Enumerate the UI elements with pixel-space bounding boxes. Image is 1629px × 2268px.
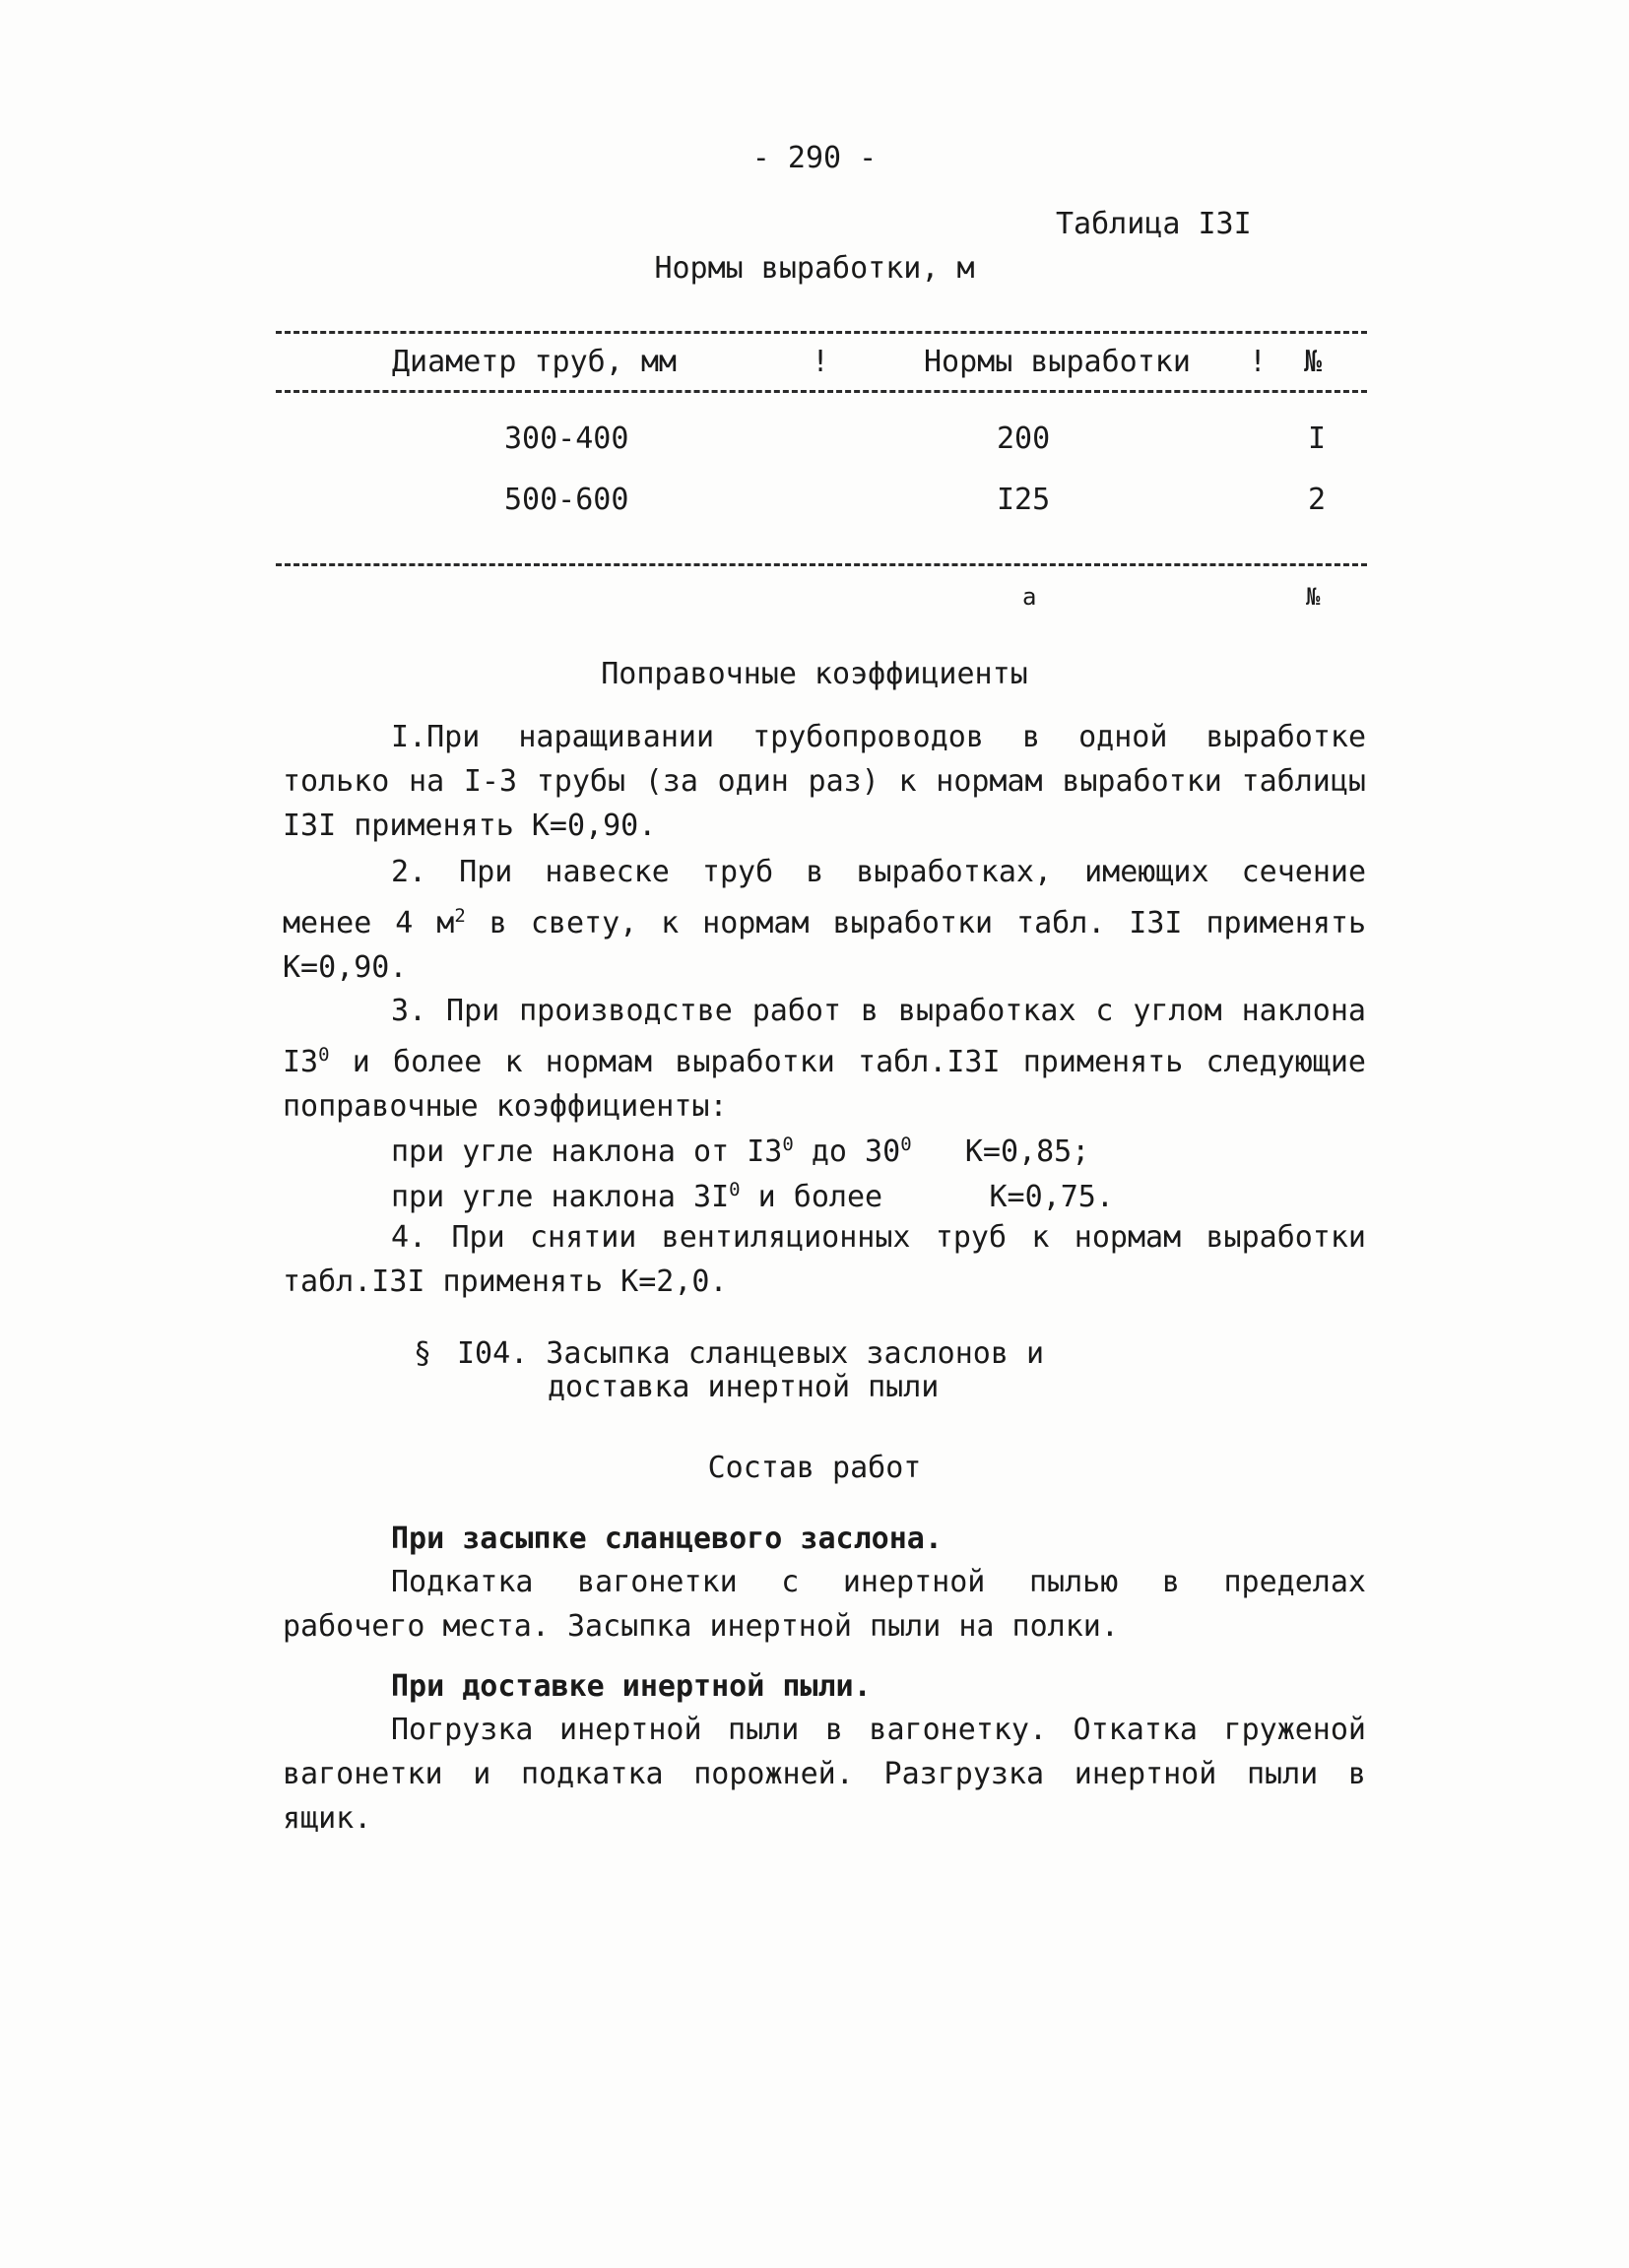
- table-cell-number: I: [1308, 421, 1327, 456]
- correction-paragraph-4: 4. При снятии вентиляционных труб к нормам выработки табл.I3I применять К=2,0.: [283, 1220, 1366, 1299]
- correction-paragraph-3: 3. При производстве работ в выработках с углом наклона $I3^0$ и более к нормам выработки табл.I3I применять следующие поправочные коэффициенты:: [283, 994, 1366, 1124]
- table-rule-bottom: [276, 563, 1367, 566]
- section-sign-icon: §: [414, 1336, 432, 1371]
- table-footer-letter: а: [1022, 583, 1037, 611]
- table-cell-diameter: 500-600: [504, 483, 629, 517]
- page-number: - 290 -: [751, 141, 878, 175]
- correction-item-angle-2: при угле наклона $3I^0$ и более К=0,75.: [391, 1179, 1114, 1214]
- table-cell-diameter: 300-400: [504, 421, 629, 456]
- table-footer-number: №: [1306, 583, 1321, 611]
- table-rule-header: [276, 390, 1367, 393]
- header-diameter: Диаметр труб, мм: [392, 345, 677, 379]
- table-cell-norm: I25: [997, 483, 1051, 517]
- table-cell-norm: 200: [997, 421, 1051, 456]
- section-title-line-1: I04. Засыпка сланцевых заслонов и: [457, 1336, 1045, 1371]
- header-norms: Нормы выработки: [924, 345, 1191, 379]
- section-title: [457, 1337, 1044, 1404]
- table-cell-number: 2: [1308, 483, 1327, 517]
- work-subheading-b: При доставке инертной пыли.: [391, 1669, 872, 1704]
- work-subheading-a: При засыпке сланцевого заслона.: [391, 1522, 943, 1556]
- work-paragraph-b: Погрузка инертной пыли в вагонетку. Откатка груженой вагонетки и подкатка порожней. Разгрузка инертной пыли в ящик.: [283, 1713, 1366, 1836]
- correction-paragraph-1: I.При наращивании трубопроводов в одной выработке только на I-3 трубы (за один раз) к нормам выработки таблицы I3I применять К=0,90.: [283, 720, 1366, 843]
- work-heading: Состав работ: [707, 1451, 922, 1485]
- correction-item-angle-1: при угле наклона от $I3^0$ до $30^0$ К=0,85;: [391, 1134, 1090, 1169]
- header-number: №: [1304, 345, 1323, 379]
- corrections-heading: Поправочные коэффициенты: [601, 657, 1028, 691]
- header-separator: !: [812, 345, 830, 379]
- table-rule-top: [276, 331, 1367, 334]
- section-title-line-2: доставка инертной пыли: [548, 1370, 940, 1404]
- header-separator: !: [1249, 345, 1268, 379]
- table-title: Нормы выработки, м: [654, 251, 975, 286]
- correction-paragraph-2: 2. При навеске труб в выработках, имеющих сечение менее 4 $м^2$ в свету, к нормам выработки табл. I3I применять К=0,90.: [283, 855, 1367, 985]
- table-label: Таблица I3I: [1056, 207, 1252, 241]
- work-paragraph-a: Подкатка вагонетки с инертной пылью в пределах рабочего места. Засыпка инертной пыли на полки.: [283, 1565, 1366, 1644]
